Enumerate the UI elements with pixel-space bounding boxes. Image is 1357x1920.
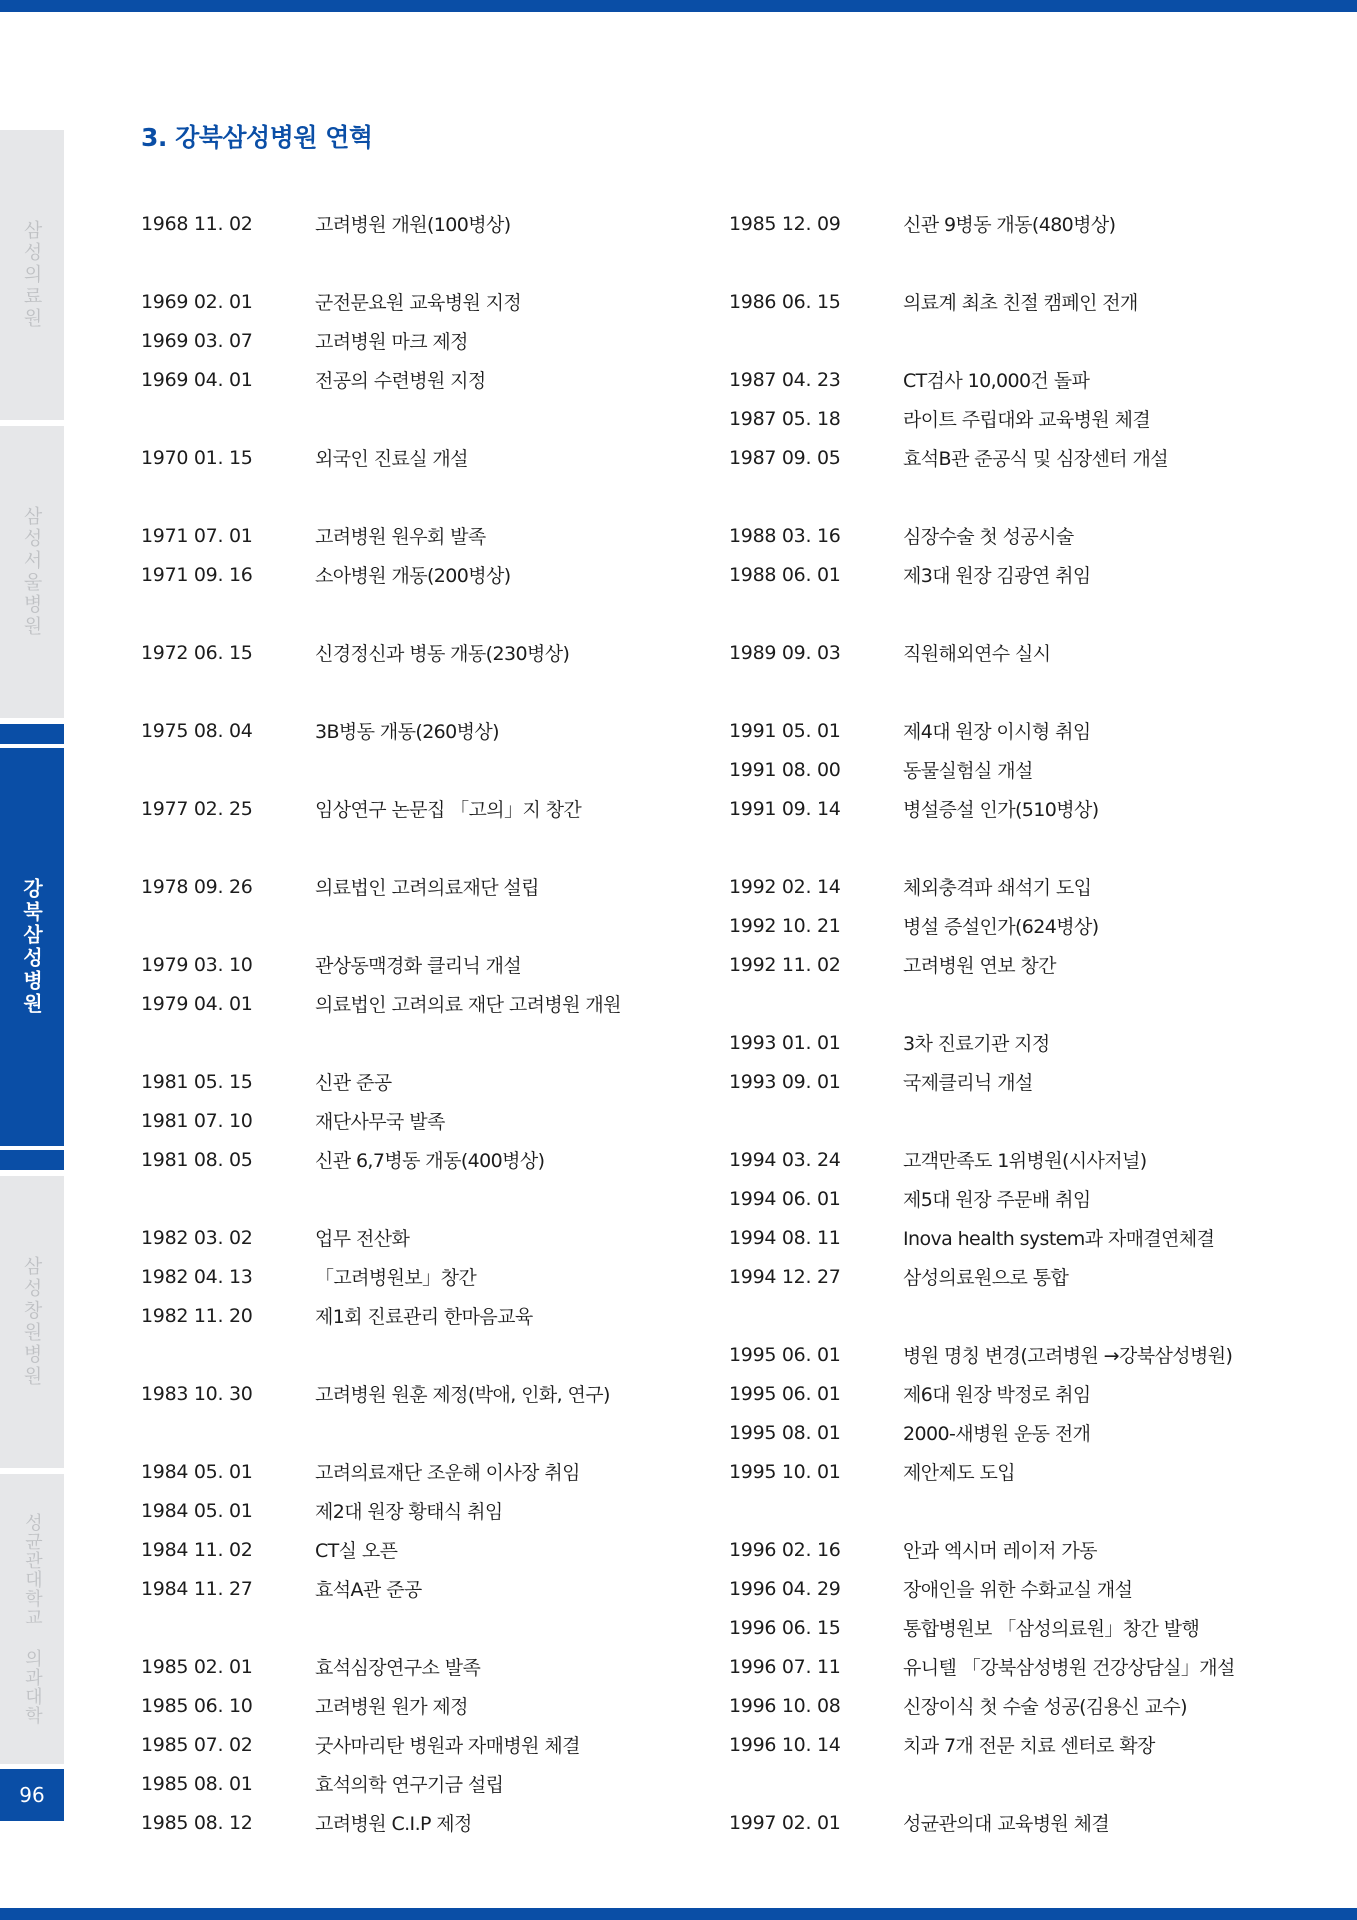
timeline-date: 1971 07. 01 (141, 524, 253, 547)
timeline-event: 고려병원 원우회 발족 (315, 526, 486, 548)
timeline-row (729, 1413, 1235, 1452)
timeline-spacer (141, 1179, 621, 1218)
timeline-row (729, 1608, 1235, 1647)
timeline-date: 1996 07. 11 (729, 1655, 841, 1678)
timeline-row (729, 1062, 1235, 1101)
tab-accent (0, 724, 64, 744)
timeline-event: 효석B관 준공식 및 심장센터 개설 (903, 448, 1168, 470)
timeline-date: 1985 08. 12 (141, 1811, 253, 1834)
timeline-spacer (729, 672, 1235, 711)
timeline-row (141, 789, 621, 828)
timeline-row (141, 1803, 621, 1842)
timeline-date: 1987 09. 05 (729, 446, 841, 469)
timeline-date: 1984 11. 02 (141, 1538, 253, 1561)
timeline-row (729, 867, 1235, 906)
timeline-event: 3차 진료기관 지정 (903, 1033, 1050, 1055)
timeline-row (729, 360, 1235, 399)
timeline-event: 고려의료재단 조운해 이사장 취임 (315, 1462, 580, 1484)
timeline-event: 제4대 원장 이시형 취임 (903, 721, 1091, 743)
timeline-date: 1995 06. 01 (729, 1382, 841, 1405)
timeline-row (729, 1335, 1235, 1374)
timeline-row (141, 516, 621, 555)
timeline-event: 제안제도 도입 (903, 1462, 1015, 1484)
timeline-date: 1995 06. 01 (729, 1343, 841, 1366)
timeline-event: Inova health system과 자매결연체결 (903, 1228, 1215, 1250)
timeline-row (729, 1647, 1235, 1686)
timeline-date: 1993 01. 01 (729, 1031, 841, 1054)
timeline-date: 1985 02. 01 (141, 1655, 253, 1678)
timeline-row (729, 516, 1235, 555)
side-tab-samsung-medical-center[interactable] (0, 130, 64, 420)
timeline-row (729, 438, 1235, 477)
timeline-event: 의료계 최초 친절 캠페인 전개 (903, 292, 1138, 314)
timeline-row (141, 1101, 621, 1140)
timeline-row (141, 633, 621, 672)
side-tab-samsung-changwon-hospital[interactable] (0, 1176, 64, 1468)
timeline-event: 유니텔 「강북삼성병원 건강상담실」개설 (903, 1657, 1235, 1679)
timeline-spacer (729, 1101, 1235, 1140)
timeline-event: 외국인 진료실 개설 (315, 448, 468, 470)
timeline-event: 2000-새병원 운동 전개 (903, 1423, 1091, 1445)
timeline-date: 1969 03. 07 (141, 329, 253, 352)
timeline-row (729, 399, 1235, 438)
timeline-event: 전공의 수련병원 지정 (315, 370, 486, 392)
timeline-date: 1972 06. 15 (141, 641, 253, 664)
timeline-event: 효석심장연구소 발족 (315, 1657, 481, 1679)
timeline-event: CT실 오픈 (315, 1540, 398, 1562)
timeline-event: 신관 준공 (315, 1072, 392, 1094)
timeline-spacer (729, 321, 1235, 360)
timeline-row (729, 789, 1235, 828)
timeline-event: 제5대 원장 주문배 취임 (903, 1189, 1091, 1211)
side-tab-samsung-seoul-hospital[interactable] (0, 426, 64, 718)
section-title: 3. 강북삼성병원 연혁 (141, 123, 373, 152)
timeline-event: 고려병원 마크 제정 (315, 331, 468, 353)
timeline-spacer (141, 828, 621, 867)
timeline-spacer (141, 1413, 621, 1452)
timeline-date: 1991 05. 01 (729, 719, 841, 742)
timeline-spacer (729, 828, 1235, 867)
timeline-event: 임상연구 논문집 「고의」지 창간 (315, 799, 582, 821)
timeline-row (141, 1686, 621, 1725)
timeline-row (729, 1686, 1235, 1725)
timeline-date: 1983 10. 30 (141, 1382, 253, 1405)
timeline-event: 안과 엑시머 레이저 가동 (903, 1540, 1097, 1562)
timeline-date: 1985 06. 10 (141, 1694, 253, 1717)
timeline-date: 1981 07. 10 (141, 1109, 253, 1132)
timeline-date: 1992 10. 21 (729, 914, 841, 937)
timeline-event: 병설증설 인가(510병상) (903, 799, 1099, 821)
timeline-date: 1994 12. 27 (729, 1265, 841, 1288)
timeline-row (729, 1218, 1235, 1257)
timeline-date: 1979 03. 10 (141, 953, 253, 976)
timeline-event: 소아병원 개동(200병상) (315, 565, 511, 587)
timeline-event: 장애인을 위한 수화교실 개설 (903, 1579, 1133, 1601)
timeline-date: 1994 08. 11 (729, 1226, 841, 1249)
timeline-event: 제2대 원장 황태식 취임 (315, 1501, 503, 1523)
timeline-row (729, 945, 1235, 984)
side-tab-label: 강북삼성병원 (19, 878, 44, 1016)
timeline-row (729, 1569, 1235, 1608)
timeline-date: 1985 12. 09 (729, 212, 841, 235)
timeline-date: 1984 05. 01 (141, 1499, 253, 1522)
timeline-event: 의료법인 고려의료 재단 고려병원 개원 (315, 994, 621, 1016)
timeline-date: 1982 04. 13 (141, 1265, 253, 1288)
timeline-spacer (141, 1023, 621, 1062)
timeline-row (141, 438, 621, 477)
timeline-date: 1988 03. 16 (729, 524, 841, 547)
timeline-spacer (141, 594, 621, 633)
timeline-spacer (141, 1608, 621, 1647)
timeline-row (729, 1452, 1235, 1491)
timeline-event: 관상동맥경화 클리닉 개설 (315, 955, 522, 977)
timeline-row (729, 750, 1235, 789)
timeline-date: 1975 08. 04 (141, 719, 253, 742)
timeline-row (141, 711, 621, 750)
timeline-date: 1992 02. 14 (729, 875, 841, 898)
timeline-date: 1994 06. 01 (729, 1187, 841, 1210)
timeline-date: 1984 11. 27 (141, 1577, 253, 1600)
timeline-row (729, 906, 1235, 945)
timeline-event: 제1회 진료관리 한마음교육 (315, 1306, 533, 1328)
timeline-row (141, 1491, 621, 1530)
top-bar (0, 0, 1357, 12)
timeline-row (729, 555, 1235, 594)
timeline-date: 1969 04. 01 (141, 368, 253, 391)
timeline-spacer (141, 477, 621, 516)
timeline-event: 라이트 주립대와 교육병원 체결 (903, 409, 1151, 431)
timeline-date: 1995 08. 01 (729, 1421, 841, 1444)
timeline-date: 1991 09. 14 (729, 797, 841, 820)
side-tab-skku-medicine[interactable] (0, 1474, 64, 1764)
timeline-date: 1985 07. 02 (141, 1733, 253, 1756)
timeline-spacer (729, 477, 1235, 516)
timeline-event: 군전문요원 교육병원 지정 (315, 292, 522, 314)
side-tab-label: 성균관대학교 의과대학 (22, 1513, 43, 1725)
timeline-event: 심장수술 첫 성공시술 (903, 526, 1074, 548)
timeline-date: 1987 05. 18 (729, 407, 841, 430)
timeline-event: 동물실험실 개설 (903, 760, 1033, 782)
timeline-row (141, 1296, 621, 1335)
timeline-row (729, 1530, 1235, 1569)
timeline-row (141, 204, 621, 243)
timeline-date: 1995 10. 01 (729, 1460, 841, 1483)
timeline-date: 1991 08. 00 (729, 758, 841, 781)
timeline-event: 성균관의대 교육병원 체결 (903, 1813, 1110, 1835)
timeline-row (729, 1374, 1235, 1413)
timeline-event: 고려병원 개원(100병상) (315, 214, 511, 236)
timeline-date: 1979 04. 01 (141, 992, 253, 1015)
timeline-row (141, 1140, 621, 1179)
timeline-event: 고려병원 원가 제정 (315, 1696, 468, 1718)
timeline-row (729, 282, 1235, 321)
timeline-event: 굿사마리탄 병원과 자매병원 체결 (315, 1735, 580, 1757)
timeline-spacer (729, 1491, 1235, 1530)
timeline-event: 재단사무국 발족 (315, 1111, 445, 1133)
timeline-event: 3B병동 개동(260병상) (315, 721, 499, 743)
timeline-spacer (141, 672, 621, 711)
timeline-spacer (141, 399, 621, 438)
timeline-row (141, 1569, 621, 1608)
timeline-event: 치과 7개 전문 치료 센터로 확장 (903, 1735, 1155, 1757)
timeline-date: 1977 02. 25 (141, 797, 253, 820)
side-tab-label: 삼성창원병원 (20, 1256, 43, 1388)
timeline-spacer (141, 750, 621, 789)
timeline-date: 1970 01. 15 (141, 446, 253, 469)
timeline-date: 1971 09. 16 (141, 563, 253, 586)
timeline-event: 체외충격파 쇄석기 도입 (903, 877, 1092, 899)
timeline-event: CT검사 10,000건 돌파 (903, 370, 1090, 392)
timeline-row (141, 1257, 621, 1296)
timeline-spacer (729, 1764, 1235, 1803)
timeline-date: 1982 11. 20 (141, 1304, 253, 1327)
timeline-event: 신장이식 첫 수술 성공(김용신 교수) (903, 1696, 1187, 1718)
timeline-event: 병설 증설인가(624병상) (903, 916, 1099, 938)
timeline-date: 1992 11. 02 (729, 953, 841, 976)
timeline-date: 1984 05. 01 (141, 1460, 253, 1483)
timeline-event: 신관 6,7병동 개동(400병상) (315, 1150, 545, 1172)
timeline-row (141, 1218, 621, 1257)
timeline-row (141, 1062, 621, 1101)
timeline-left-column (141, 204, 621, 1842)
timeline-spacer (141, 243, 621, 282)
timeline-event: 병원 명칭 변경(고려병원 →강북삼성병원) (903, 1345, 1233, 1367)
timeline-row (141, 1764, 621, 1803)
timeline-spacer (141, 906, 621, 945)
timeline-row (729, 1803, 1235, 1842)
timeline-date: 1997 02. 01 (729, 1811, 841, 1834)
timeline-event: 신관 9병동 개동(480병상) (903, 214, 1116, 236)
timeline-row (729, 1179, 1235, 1218)
timeline-date: 1969 02. 01 (141, 290, 253, 313)
timeline-row (141, 867, 621, 906)
timeline-date: 1996 10. 08 (729, 1694, 841, 1717)
timeline-event: 효석A관 준공 (315, 1579, 422, 1601)
side-tab-kangbuk-samsung-hospital[interactable] (0, 748, 64, 1146)
timeline-date: 1993 09. 01 (729, 1070, 841, 1093)
timeline-date: 1996 10. 14 (729, 1733, 841, 1756)
timeline-event: 제6대 원장 박정로 취임 (903, 1384, 1091, 1406)
bottom-bar (0, 1908, 1357, 1920)
timeline-row (141, 945, 621, 984)
timeline-row (141, 555, 621, 594)
timeline-row (729, 1140, 1235, 1179)
timeline-date: 1994 03. 24 (729, 1148, 841, 1171)
timeline-date: 1981 08. 05 (141, 1148, 253, 1171)
timeline-row (141, 1647, 621, 1686)
timeline-spacer (729, 594, 1235, 633)
timeline-event: 고려병원 연보 창간 (903, 955, 1056, 977)
timeline-event: 삼성의료원으로 통합 (903, 1267, 1069, 1289)
side-tab-label: 삼성의료원 (20, 220, 43, 330)
timeline-spacer (729, 1296, 1235, 1335)
timeline-row (141, 1530, 621, 1569)
timeline-event: 고려병원 C.I.P 제정 (315, 1813, 472, 1835)
page-number: 96 (0, 1769, 64, 1821)
side-tab-label: 삼성서울병원 (20, 506, 43, 638)
timeline-event: 고객만족도 1위병원(시사저널) (903, 1150, 1147, 1172)
timeline-event: 직원해외연수 실시 (903, 643, 1051, 665)
timeline-event: 통합병원보 「삼성의료원」창간 발행 (903, 1618, 1200, 1640)
timeline-date: 1968 11. 02 (141, 212, 253, 235)
timeline-row (729, 711, 1235, 750)
timeline-date: 1996 02. 16 (729, 1538, 841, 1561)
timeline-event: 제3대 원장 김광연 취임 (903, 565, 1091, 587)
timeline-row (729, 1725, 1235, 1764)
timeline-date: 1982 03. 02 (141, 1226, 253, 1249)
timeline-event: 업무 전산화 (315, 1228, 410, 1250)
timeline-row (729, 633, 1235, 672)
timeline-event: 고려병원 원훈 제정(박애, 인화, 연구) (315, 1384, 610, 1406)
timeline-date: 1996 06. 15 (729, 1616, 841, 1639)
timeline-date: 1978 09. 26 (141, 875, 253, 898)
timeline-spacer (729, 984, 1235, 1023)
timeline-row (141, 1452, 621, 1491)
timeline-row (141, 1725, 621, 1764)
timeline-row (141, 984, 621, 1023)
timeline-spacer (141, 1335, 621, 1374)
timeline-event: 「고려병원보」창간 (315, 1267, 477, 1289)
timeline-row (141, 360, 621, 399)
timeline-event: 의료법인 고려의료재단 설립 (315, 877, 539, 899)
timeline-date: 1989 09. 03 (729, 641, 841, 664)
timeline-spacer (729, 243, 1235, 282)
timeline-row (141, 282, 621, 321)
timeline-row (729, 1023, 1235, 1062)
timeline-date: 1981 05. 15 (141, 1070, 253, 1093)
timeline-date: 1988 06. 01 (729, 563, 841, 586)
timeline-row (141, 1374, 621, 1413)
timeline-event: 효석의학 연구기금 설립 (315, 1774, 504, 1796)
timeline-event: 국제클리닉 개설 (903, 1072, 1033, 1094)
timeline-event: 신경정신과 병동 개동(230병상) (315, 643, 570, 665)
timeline-row (141, 321, 621, 360)
timeline-date: 1986 06. 15 (729, 290, 841, 313)
timeline-date: 1985 08. 01 (141, 1772, 253, 1795)
timeline-row (729, 204, 1235, 243)
tab-accent (0, 1150, 64, 1170)
timeline-date: 1987 04. 23 (729, 368, 841, 391)
timeline-date: 1996 04. 29 (729, 1577, 841, 1600)
timeline-right-column (729, 204, 1235, 1842)
timeline-row (729, 1257, 1235, 1296)
